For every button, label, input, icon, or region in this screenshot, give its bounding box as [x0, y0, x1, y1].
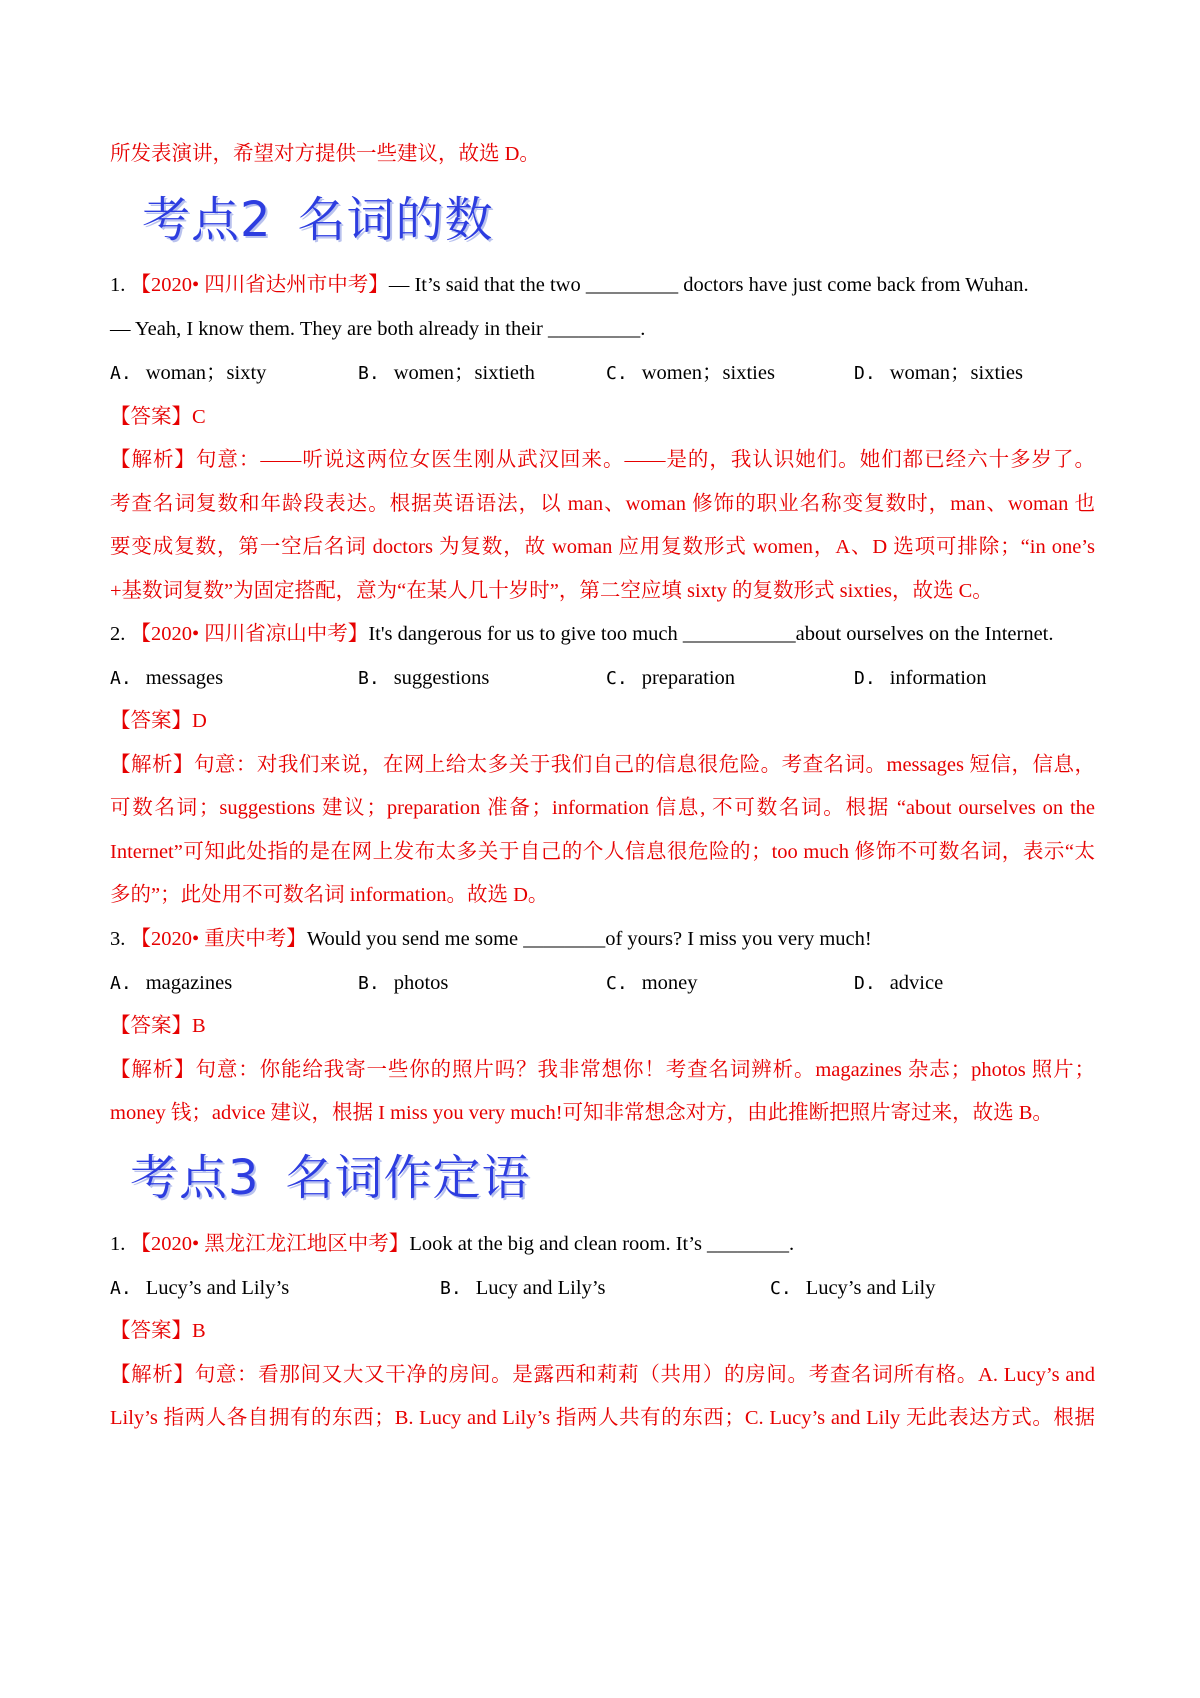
question-2-2 — [110, 621, 1095, 647]
question-3-1 — [110, 1231, 1095, 1257]
answer: 【答案】B — [110, 1015, 206, 1037]
analysis-line: Lily’s 指两人各自拥有的东西；B. Lucy and Lily’s 指两人共有的东西；C. Lucy’s and Lily 无此表达方式。根据 — [110, 1407, 1095, 1429]
analysis-line: 【解析】句意：对我们来说，在网上给太多关于我们自己的信息很危险。考查名词。messages 短信，信息， — [110, 754, 1095, 776]
section-label: 考点3 — [130, 1150, 260, 1206]
option-a: A. woman；sixty — [110, 362, 267, 384]
option-a: A. magazines — [110, 972, 233, 994]
option-d: D. woman；sixties — [854, 362, 1023, 384]
analysis-line: Internet”可知此处指的是在网上发布太多关于自己的个人信息很危险的；too much 修饰不可数名词，表示“太 — [110, 841, 1095, 863]
option-d: D. advice — [854, 972, 944, 994]
question-source: 【2020• 四川省达州市中考】 — [130, 274, 389, 296]
question-number: 1. — [110, 1233, 126, 1255]
option-c: C. Lucy’s and Lily — [770, 1277, 936, 1299]
question-number: 2. — [110, 623, 126, 645]
question-2-3 — [110, 926, 1095, 952]
question-stem: It's dangerous for us to give too much ___________about ourselves on the Internet. — [368, 623, 1054, 645]
option-c: C. money — [606, 972, 698, 994]
option-d: D. information — [854, 667, 987, 689]
analysis-line: 【解析】句意：你能给我寄一些你的照片吗？我非常想你！考查名词辨析。magazines 杂志；photos 照片； — [110, 1059, 1095, 1081]
section-label: 考点2 — [142, 192, 272, 248]
question-stem-line-2: — Yeah, I know them. They are both already in their _________. — [110, 318, 646, 340]
section-heading-3 — [130, 1150, 531, 1206]
option-a: A. messages — [110, 667, 224, 689]
analysis-line: 考查名词复数和年龄段表达。根据英语语法，以 man、woman 修饰的职业名称变复数时，man、woman 也 — [110, 493, 1095, 515]
question-source: 【2020• 重庆中考】 — [130, 928, 307, 950]
question-source: 【2020• 四川省凉山中考】 — [130, 623, 369, 645]
answer: 【答案】C — [110, 406, 206, 428]
option-b: B. photos — [358, 972, 449, 994]
analysis-line: 【解析】句意：看那间又大又干净的房间。是露西和莉莉（共用）的房间。考查名词所有格。A. Lucy’s and — [110, 1364, 1095, 1386]
analysis-line: money 钱；advice 建议，根据 I miss you very much!可知非常想念对方，由此推断把照片寄过来，故选 B。 — [110, 1102, 1053, 1124]
section-heading-2 — [142, 192, 494, 248]
option-a: A. Lucy’s and Lily’s — [110, 1277, 290, 1299]
analysis-line: 可数名词；suggestions 建议；preparation 准备；information 信息, 不可数名词。根据 “about ourselves on the — [110, 797, 1095, 819]
answer: 【答案】D — [110, 710, 207, 732]
question-2-1 — [110, 272, 1095, 298]
section-title: 名词作定语 — [285, 1150, 531, 1206]
analysis-line: 【解析】句意：——听说这两位女医生刚从武汉回来。——是的，我认识她们。她们都已经六十多岁了。 — [110, 449, 1095, 471]
answer: 【答案】B — [110, 1320, 206, 1342]
option-c: C. preparation — [606, 667, 736, 689]
option-b: B. women；sixtieth — [358, 362, 535, 384]
previous-analysis-tail: 所发表演讲，希望对方提供一些建议，故选 D。 — [110, 143, 540, 165]
option-b: B. suggestions — [358, 667, 490, 689]
analysis-line: +基数词复数”为固定搭配，意为“在某人几十岁时”，第二空应填 sixty 的复数形式 sixties，故选 C。 — [110, 580, 993, 602]
analysis-line: 多的”；此处用不可数名词 information。故选 D。 — [110, 884, 549, 906]
option-b: B. Lucy and Lily’s — [440, 1277, 606, 1299]
option-c: C. women；sixties — [606, 362, 775, 384]
analysis-line: 要变成复数，第一空后名词 doctors 为复数，故 woman 应用复数形式 women，A、D 选项可排除；“in one’s — [110, 536, 1095, 558]
question-stem: Would you send me some ________of yours? I miss you very much! — [306, 928, 872, 950]
question-source: 【2020• 黑龙江龙江地区中考】 — [130, 1233, 410, 1255]
question-number: 3. — [110, 928, 126, 950]
section-title: 名词的数 — [297, 192, 494, 248]
question-stem: Look at the big and clean room. It’s ________. — [409, 1233, 795, 1255]
question-stem: — It’s said that the two _________ doctors have just come back from Wuhan. — [388, 274, 1029, 296]
question-number: 1. — [110, 274, 126, 296]
